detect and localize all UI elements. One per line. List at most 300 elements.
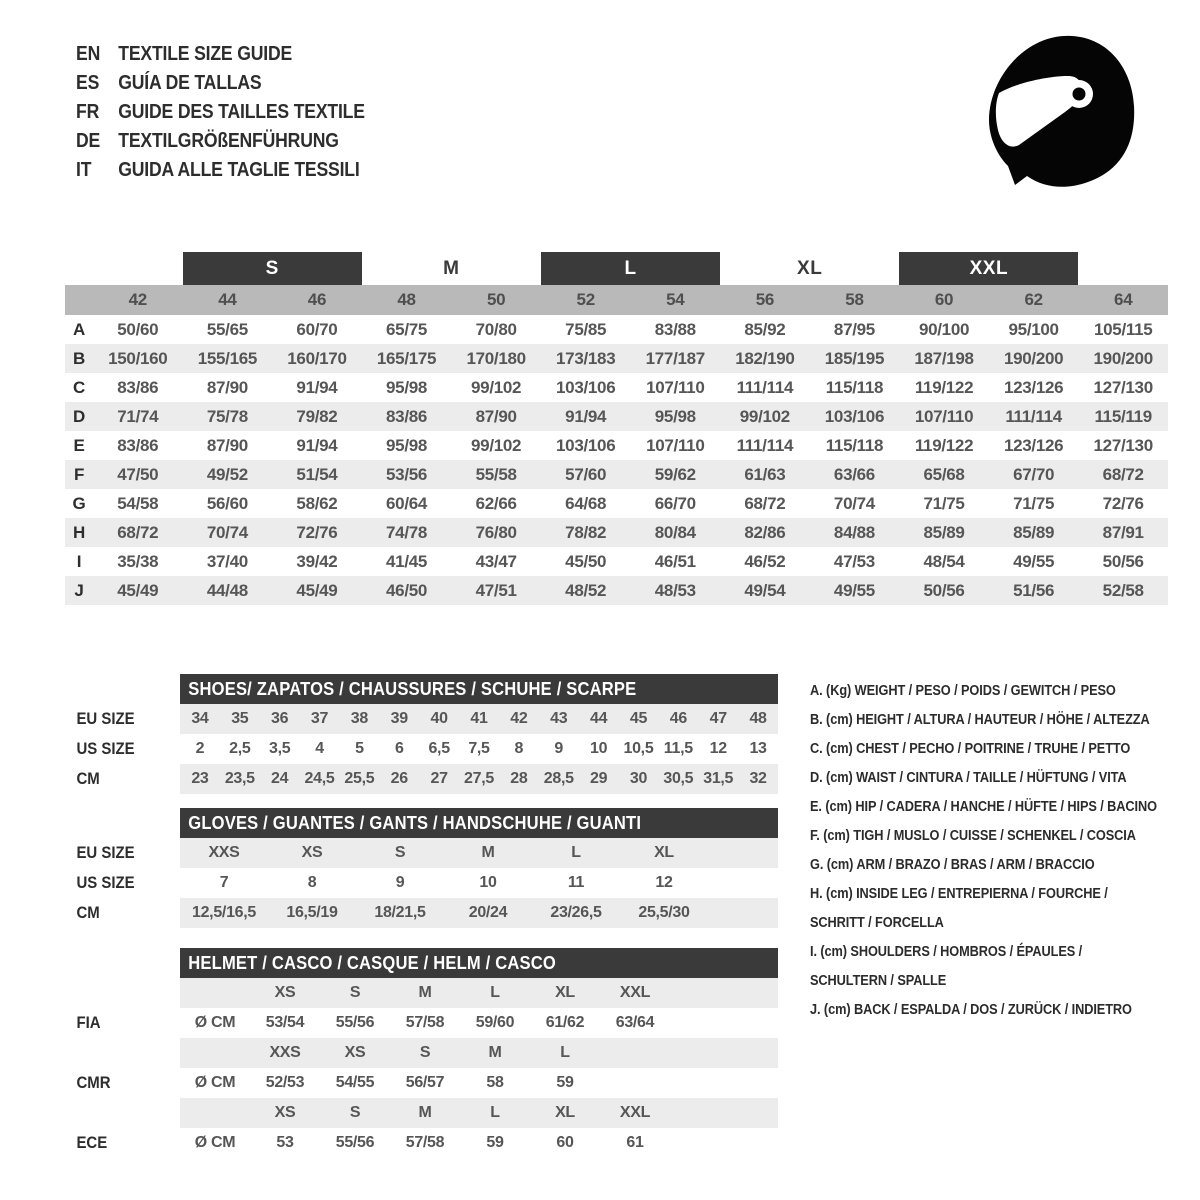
size-value-cell: 91/94: [296, 435, 338, 455]
shoes-value-cell: 27: [419, 764, 459, 794]
legend-line: F. (cm) TIGH / MUSLO / CUISSE / SCHENKEL / COSCIA: [810, 828, 1136, 844]
shoes-value-cell: 28: [499, 764, 539, 794]
size-value-cell: 90/100: [918, 319, 970, 339]
column-header: 42: [128, 290, 147, 309]
size-value-cell: 85/89: [1013, 522, 1055, 542]
helmet-size-header-cell: S: [320, 978, 390, 1008]
unit-cell: Ø CM: [194, 1134, 236, 1151]
helmet-value-cell: 63/64: [615, 1014, 655, 1031]
size-value-cell: 50/56: [923, 580, 965, 600]
band-spacer: [65, 285, 93, 315]
filler-cell: [708, 838, 778, 868]
gloves-value-cell: 11: [567, 874, 585, 891]
legend-line: SCHRITT / FORCELLA: [810, 915, 944, 931]
size-group-header-row: [65, 252, 1168, 285]
size-value-cell: 111/114: [1005, 406, 1062, 426]
size-group-label: L: [541, 252, 720, 285]
row-label-text: US SIZE: [76, 739, 135, 758]
shoes-value-cell: 13: [749, 740, 767, 757]
helmet-value-cell: [600, 1068, 670, 1098]
size-value-cell: 74/78: [386, 522, 428, 542]
size-value-cell: 46/50: [386, 580, 428, 600]
helmet-value-cell: 55/56: [335, 1014, 375, 1031]
gloves-value-cell: 16,5/19: [268, 898, 356, 928]
row-label-text: US SIZE: [76, 873, 135, 892]
row-letter: E: [73, 435, 85, 455]
size-value-cell: 61/63: [744, 464, 786, 484]
shoes-value-cell: 24,5: [300, 764, 340, 794]
row-label: [65, 764, 180, 794]
size-value-cell: 60/64: [386, 493, 428, 513]
size-value-cell: 123/126: [1003, 377, 1064, 397]
shoes-value-cell: 45: [619, 704, 659, 734]
gloves-value-cell: 12,5/16,5: [180, 898, 268, 928]
size-value-cell: 46/51: [654, 551, 696, 571]
gloves-value-cell: XS: [268, 838, 356, 868]
table-row: [65, 460, 1168, 489]
shoes-value-cell: 38: [339, 704, 379, 734]
helmet-values-row: [65, 1128, 778, 1158]
row-label: [65, 1038, 180, 1068]
shoes-value-cell: 23,5: [220, 764, 260, 794]
row-label: [65, 868, 180, 898]
size-value-cell: 67/70: [1013, 464, 1055, 484]
shoes-row: [65, 704, 778, 734]
size-value-cell: 123/126: [1003, 435, 1064, 455]
size-value-cell: 41/45: [386, 551, 428, 571]
shoes-size-table: [65, 674, 778, 794]
size-value-cell: 65/75: [386, 319, 428, 339]
standard-label: CMR: [76, 1073, 111, 1092]
legend-line: D. (cm) WAIST / CINTURA / TAILLE / HÜFTUNG / VITA: [810, 770, 1127, 786]
shoes-value-cell: 9: [554, 740, 564, 757]
size-value-cell: 95/100: [1008, 319, 1059, 339]
size-value-cell: 165/175: [376, 348, 437, 368]
row-label: [65, 704, 180, 734]
shoes-value-cell: 27,5: [459, 764, 499, 794]
shoes-value-cell: 2: [195, 740, 205, 757]
helmet-value-cell: 59: [486, 1134, 504, 1151]
shoes-value-cell: 10,5: [623, 740, 654, 757]
helmet-size-header-cell: XS: [320, 1038, 390, 1068]
row-label-text: CM: [76, 903, 100, 922]
helmet-size-header-cell: XXS: [250, 1038, 320, 1068]
language-row: [76, 127, 365, 156]
size-value-cell: 46/52: [744, 551, 786, 571]
size-value-cell: 99/102: [471, 435, 522, 455]
row-label: [65, 838, 180, 868]
size-value-cell: 68/72: [744, 493, 786, 513]
helmet-value-cell: 53: [276, 1134, 294, 1151]
helmet-table-title: HELMET / CASCO / CASQUE / HELM / CASCO: [188, 952, 556, 973]
size-value-cell: 53/56: [386, 464, 428, 484]
helmet-value-cell: 61: [626, 1134, 644, 1151]
size-value-cell: 115/119: [1094, 406, 1152, 426]
helmet-size-header-cell: XL: [530, 978, 600, 1008]
size-value-cell: 68/72: [1102, 464, 1144, 484]
legend-line: E. (cm) HIP / CADERA / HANCHE / HÜFTE / HIPS / BACINO: [810, 799, 1157, 815]
size-value-cell: 79/82: [296, 406, 338, 426]
size-value-cell: 99/102: [471, 377, 522, 397]
size-value-cell: 48/52: [565, 580, 607, 600]
row-label-text: EU SIZE: [76, 843, 135, 862]
shoes-value-cell: 23: [180, 764, 220, 794]
row-label: [65, 1098, 180, 1128]
shoes-value-cell: 31,5: [698, 764, 738, 794]
gloves-value-cell: 10: [479, 874, 497, 891]
helmet-size-header-cell: L: [460, 978, 530, 1008]
table-row: [65, 315, 1168, 344]
language-title: GUIDE DES TAILLES TEXTILE: [118, 101, 365, 123]
shoes-value-cell: 42: [499, 704, 539, 734]
language-row: [76, 40, 365, 69]
size-value-cell: 182/190: [735, 348, 795, 368]
row-label: [65, 734, 180, 764]
column-header: 46: [307, 290, 327, 309]
size-value-cell: 51/56: [1013, 580, 1055, 600]
unit-spacer-cell: [180, 1098, 250, 1128]
column-header: 58: [845, 290, 864, 309]
row-letter: A: [73, 319, 85, 339]
size-value-cell: 83/86: [117, 377, 159, 397]
size-value-cell: 91/94: [565, 406, 607, 426]
size-value-cell: 56/60: [206, 493, 248, 513]
shoes-value-cell: 46: [658, 704, 698, 734]
numeric-size-header-row: [65, 285, 1168, 315]
shoes-row: [65, 764, 778, 794]
shoes-value-cell: 11,5: [663, 740, 693, 757]
size-value-cell: 111/114: [736, 377, 794, 397]
helmet-value-cell: 57/58: [405, 1014, 445, 1031]
language-code: ES: [76, 72, 100, 94]
size-value-cell: 62/66: [475, 493, 517, 513]
size-value-cell: 76/80: [475, 522, 517, 542]
helmet-value-cell: 59: [556, 1074, 574, 1091]
gloves-value-cell: 7: [219, 874, 229, 891]
row-letter: C: [73, 377, 85, 397]
unit-spacer-cell: [180, 1038, 250, 1068]
helmet-value-cell: 52/53: [265, 1074, 305, 1091]
language-title: TEXTILGRÖßENFÜHRUNG: [118, 130, 339, 152]
shoes-value-cell: 30: [619, 764, 659, 794]
size-value-cell: 52/58: [1102, 580, 1144, 600]
size-value-cell: 39/42: [296, 551, 338, 571]
helmet-sizes-row: [65, 1038, 778, 1068]
helmet-value-cell: 58: [486, 1074, 504, 1091]
row-label: [65, 898, 180, 928]
size-value-cell: 85/89: [923, 522, 965, 542]
size-value-cell: 65/68: [923, 464, 965, 484]
language-row: [76, 156, 365, 185]
gloves-value-cell: 25,5/30: [620, 898, 708, 928]
helmet-size-table: [65, 948, 778, 1158]
size-value-cell: 45/50: [565, 551, 607, 571]
measurement-rows: [65, 315, 1168, 605]
size-value-cell: 87/95: [833, 319, 875, 339]
column-header: 56: [755, 290, 775, 309]
filler-cell: [670, 1128, 778, 1158]
helmet-value-cell: 61/62: [545, 1014, 585, 1031]
gloves-value-cell: M: [444, 838, 532, 868]
size-value-cell: 51/54: [296, 464, 338, 484]
gloves-value-cell: 18/21,5: [356, 898, 444, 928]
gloves-value-cell: XL: [620, 838, 708, 868]
shoes-value-cell: 29: [579, 764, 619, 794]
language-title: TEXTILE SIZE GUIDE: [118, 43, 293, 65]
size-value-cell: 47/50: [117, 464, 159, 484]
helmet-size-header-cell: S: [390, 1038, 460, 1068]
shoes-value-cell: 25,5: [339, 764, 379, 794]
shoes-value-cell: 28,5: [539, 764, 579, 794]
filler-cell: [670, 1098, 778, 1128]
size-value-cell: 49/55: [1013, 551, 1055, 571]
helmet-value-cell: 57/58: [405, 1134, 445, 1151]
helmet-size-header-cell: XXL: [600, 1098, 670, 1128]
size-value-cell: 57/60: [565, 464, 607, 484]
size-value-cell: 150/160: [108, 348, 168, 368]
size-value-cell: 37/40: [206, 551, 248, 571]
table-row: [65, 518, 1168, 547]
table-row: [65, 489, 1168, 518]
legend-line: G. (cm) ARM / BRAZO / BRAS / ARM / BRACCIO: [810, 857, 1095, 873]
helmet-size-header-cell: M: [390, 978, 460, 1008]
language-title: GUIDA ALLE TAGLIE TESSILI: [118, 159, 360, 181]
helmet-values-row: [65, 1068, 778, 1098]
size-value-cell: 119/122: [914, 435, 974, 455]
size-value-cell: 66/70: [654, 493, 696, 513]
gloves-table-title: GLOVES / GUANTES / GANTS / HANDSCHUHE / GUANTI: [188, 812, 642, 833]
gloves-value-cell: L: [532, 838, 620, 868]
row-letter: I: [76, 551, 82, 571]
shoes-value-cell: 35: [220, 704, 260, 734]
size-value-cell: 60/70: [296, 319, 338, 339]
size-value-cell: 75/85: [565, 319, 607, 339]
size-value-cell: 107/110: [646, 435, 705, 455]
shoes-value-cell: 6: [394, 740, 404, 757]
column-header: 48: [397, 290, 416, 309]
size-value-cell: 45/49: [117, 580, 159, 600]
size-value-cell: 190/200: [1093, 348, 1153, 368]
gloves-value-cell: 8: [307, 874, 317, 891]
size-value-cell: 170/180: [466, 348, 526, 368]
helmet-sizes-row: [65, 978, 778, 1008]
shoes-value-cell: 40: [419, 704, 459, 734]
size-value-cell: 99/102: [739, 406, 790, 426]
size-value-cell: 45/49: [296, 580, 338, 600]
language-title-list: [76, 40, 404, 185]
helmet-size-header-cell: XS: [250, 1098, 320, 1128]
size-value-cell: 111/114: [736, 435, 794, 455]
shoes-value-cell: 48: [738, 704, 778, 734]
size-value-cell: 85/92: [744, 319, 786, 339]
size-value-cell: 78/82: [565, 522, 607, 542]
language-row: [76, 69, 365, 98]
shoes-value-cell: 34: [180, 704, 220, 734]
size-value-cell: 190/200: [1003, 348, 1064, 368]
language-row: [76, 98, 365, 127]
table-row: [65, 547, 1168, 576]
size-value-cell: 177/187: [645, 348, 705, 368]
row-label-text: CM: [76, 769, 100, 788]
shoes-value-cell: 37: [300, 704, 340, 734]
size-value-cell: 82/86: [744, 522, 786, 542]
size-group-label: M: [443, 257, 460, 279]
legend-line: I. (cm) SHOULDERS / HOMBROS / ÉPAULES /: [810, 944, 1083, 960]
size-value-cell: 55/58: [475, 464, 517, 484]
language-code: IT: [76, 159, 92, 181]
helmet-value-cell: 53/54: [265, 1014, 305, 1031]
size-value-cell: 48/54: [923, 551, 965, 571]
unit-spacer-cell: [180, 978, 250, 1008]
size-value-cell: 87/90: [206, 435, 248, 455]
shoes-value-cell: 3,5: [268, 740, 291, 757]
helmet-size-header-cell: L: [530, 1038, 600, 1068]
gloves-value-cell: XXS: [180, 838, 268, 868]
unit-cell: Ø CM: [194, 1014, 236, 1031]
helmet-size-header-cell: M: [390, 1098, 460, 1128]
size-value-cell: 68/72: [117, 522, 159, 542]
shoes-value-cell: 10: [589, 740, 608, 757]
table-row: [65, 373, 1168, 402]
table-row: [65, 402, 1168, 431]
size-value-cell: 105/115: [1093, 319, 1153, 339]
column-header: 50: [486, 290, 506, 309]
table-row: [65, 576, 1168, 605]
shoes-row: [65, 734, 778, 764]
size-group-label: S: [183, 252, 362, 285]
gloves-value-cell: 23/26,5: [532, 898, 620, 928]
standard-label: ECE: [76, 1133, 108, 1152]
helmet-sizes-row: [65, 1098, 778, 1128]
helmet-size-header-cell: S: [320, 1098, 390, 1128]
gloves-row: [65, 838, 778, 868]
size-value-cell: 160/170: [287, 348, 347, 368]
filler-cell: [670, 1068, 778, 1098]
size-value-cell: 59/62: [654, 464, 696, 484]
size-group-label: XL: [797, 257, 823, 279]
shoes-value-cell: 4: [315, 740, 324, 757]
row-label: [65, 1128, 180, 1158]
size-value-cell: 70/74: [206, 522, 248, 542]
size-value-cell: 87/91: [1102, 522, 1144, 542]
size-value-cell: 95/98: [386, 435, 428, 455]
row-label-text: EU SIZE: [76, 709, 135, 728]
size-value-cell: 49/54: [744, 580, 786, 600]
size-value-cell: 185/195: [824, 348, 885, 368]
shoes-value-cell: 8: [514, 740, 524, 757]
size-value-cell: 103/106: [556, 435, 616, 455]
size-value-cell: 49/55: [833, 580, 875, 600]
size-value-cell: 83/88: [654, 319, 696, 339]
legend-line: J. (cm) BACK / ESPALDA / DOS / ZURÜCK / INDIETRO: [810, 1002, 1132, 1018]
size-value-cell: 91/94: [296, 377, 338, 397]
language-title: GUÍA DE TALLAS: [118, 72, 262, 94]
helmet-size-header-cell: XS: [250, 978, 320, 1008]
size-value-cell: 71/75: [1013, 493, 1055, 513]
size-value-cell: 84/88: [833, 522, 875, 542]
shoes-value-cell: 41: [459, 704, 499, 734]
shoes-value-cell: 2,5: [229, 740, 251, 757]
size-value-cell: 70/74: [833, 493, 875, 513]
size-value-cell: 54/58: [117, 493, 159, 513]
column-header: 64: [1114, 290, 1133, 309]
column-header: 52: [576, 290, 595, 309]
row-label: [65, 1068, 180, 1098]
gloves-value-cell: 9: [395, 874, 405, 891]
shoes-table-title: SHOES/ ZAPATOS / CHAUSSURES / SCHUHE / SCARPE: [188, 678, 637, 699]
size-value-cell: 173/183: [556, 348, 616, 368]
helmet-table-rows: [65, 978, 778, 1158]
size-value-cell: 75/78: [206, 406, 248, 426]
shoes-value-cell: 24: [260, 764, 300, 794]
shoes-value-cell: 6,5: [428, 740, 450, 757]
size-value-cell: 95/98: [386, 377, 428, 397]
size-value-cell: 58/62: [296, 493, 338, 513]
filler-cell: [670, 1038, 778, 1068]
textile-size-table: [65, 252, 1168, 605]
size-value-cell: 72/76: [296, 522, 338, 542]
size-value-cell: 44/48: [206, 580, 248, 600]
filler-cell: [670, 1008, 778, 1038]
shoes-value-cell: 43: [539, 704, 579, 734]
size-value-cell: 103/106: [824, 406, 885, 426]
size-value-cell: 187/198: [914, 348, 974, 368]
column-header: 62: [1024, 290, 1043, 309]
standard-label: FIA: [76, 1013, 101, 1032]
gloves-value-cell: S: [356, 838, 444, 868]
size-value-cell: 64/68: [565, 493, 607, 513]
column-header: 54: [666, 290, 685, 309]
size-value-cell: 83/86: [386, 406, 428, 426]
filler-cell: [670, 978, 778, 1008]
helmet-table-header-bar: [180, 948, 778, 978]
size-value-cell: 127/130: [1093, 435, 1153, 455]
shoes-value-cell: 36: [260, 704, 300, 734]
size-value-cell: 83/86: [117, 435, 159, 455]
helmet-size-header-cell: M: [460, 1038, 530, 1068]
gloves-value-cell: 20/24: [444, 898, 532, 928]
row-letter: G: [72, 493, 86, 513]
row-label: [65, 1008, 180, 1038]
gloves-table-header-bar: [180, 808, 778, 838]
size-value-cell: 63/66: [833, 464, 875, 484]
size-group-label: XXL: [899, 252, 1078, 285]
gloves-value-cell: 12: [655, 874, 673, 891]
shoes-value-cell: 5: [355, 740, 364, 757]
size-value-cell: 127/130: [1093, 377, 1153, 397]
shoes-table-header-bar: [180, 674, 778, 704]
size-value-cell: 103/106: [556, 377, 616, 397]
shoes-value-cell: 30,5: [658, 764, 698, 794]
legend-line: SCHULTERN / SPALLE: [810, 973, 947, 989]
size-value-cell: 47/51: [475, 580, 517, 600]
gloves-size-table: [65, 808, 778, 928]
table-row: [65, 344, 1168, 373]
size-value-cell: 107/110: [914, 406, 974, 426]
size-value-cell: 35/38: [117, 551, 159, 571]
row-letter: H: [73, 522, 85, 542]
helmet-value-cell: 59/60: [475, 1014, 515, 1031]
size-value-cell: 72/76: [1102, 493, 1144, 513]
helmet-size-header-cell: L: [460, 1098, 530, 1128]
helmet-value-cell: 55/56: [335, 1134, 375, 1151]
column-header: 44: [218, 290, 237, 309]
size-value-cell: 71/75: [923, 493, 965, 513]
shoes-value-cell: 12: [709, 740, 727, 757]
gloves-row: [65, 868, 778, 898]
size-value-cell: 119/122: [914, 377, 974, 397]
size-value-cell: 43/47: [475, 551, 517, 571]
